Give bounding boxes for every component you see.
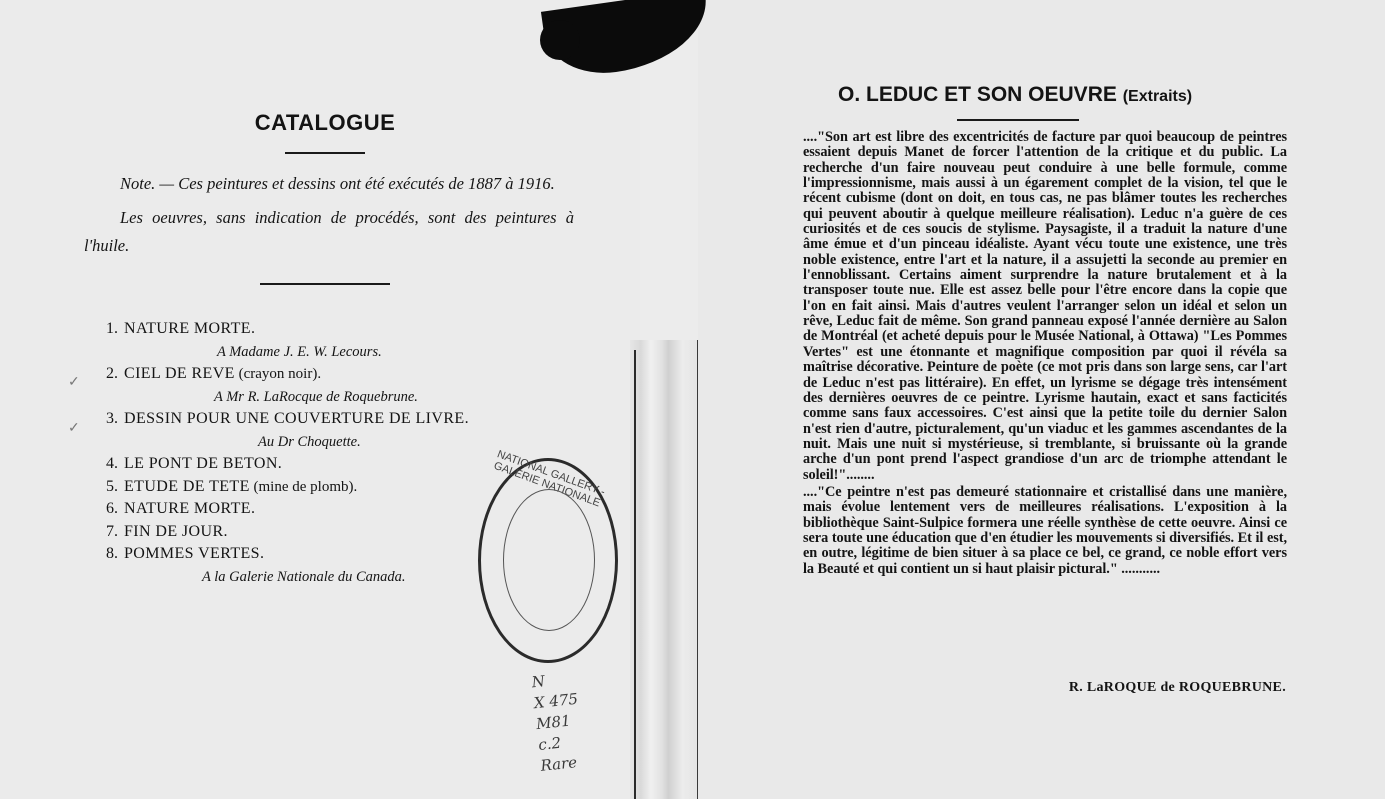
item-owner xyxy=(86,431,566,454)
article-title-main: O. LEDUC ET SON OEUVRE xyxy=(838,83,1117,106)
call-number-line: X 475 xyxy=(533,689,579,713)
item-title: FIN DE JOUR. xyxy=(124,522,228,540)
note-rule xyxy=(260,283,390,285)
pencil-check-mark: ✓ xyxy=(68,421,80,436)
list-item xyxy=(86,363,566,386)
title-rule xyxy=(285,152,365,154)
ink-stain xyxy=(540,20,580,60)
catalogue-title: CATALOGUE xyxy=(254,110,396,135)
item-medium: (crayon noir). xyxy=(234,366,322,382)
right-page xyxy=(698,0,1385,799)
list-item xyxy=(86,318,566,341)
item-number: 2. xyxy=(106,365,118,382)
item-medium: (mine de plomb). xyxy=(249,478,358,495)
item-title: NATURE MORTE. xyxy=(124,320,256,337)
item-number: 4. xyxy=(106,455,118,472)
article-paragraph: ...."Ce peintre n'est pas demeuré stationnaire et cristallisé dans une manière, mais évolue lentement vers de meilleures réalisations. L'exposition à la bibliothèque Saint-Sulpice formera une réelle synthèse de cette oeuvre. Ainsi ce sera toute une éducation que d'en étudier les mouvements si diversifiés. Et il est, en outre, légitime de bien situer à sa place ce bel, ce grand, ce noble effort vers la Beauté et qui contient un si haut plaisir pictural." ........... xyxy=(803,483,1287,577)
article-body xyxy=(803,130,1287,577)
library-stamp xyxy=(478,448,618,663)
owner-text: A la Galerie Nationale du Canada. xyxy=(202,568,406,585)
item-number: 5. xyxy=(106,477,118,495)
note-medium: Les oeuvres, sans indication de procédés, sont des peintures à l'huile. xyxy=(84,208,574,255)
list-item xyxy=(86,408,566,431)
call-number-line: N xyxy=(530,672,546,692)
item-number: 1. xyxy=(106,320,118,337)
article-rule xyxy=(957,119,1079,121)
book-gutter xyxy=(630,340,700,799)
owner-text: A Madame J. E. W. Lecours. xyxy=(217,343,382,360)
stamp-text: NATIONAL GALLERY - GALERIE NATIONALE xyxy=(492,448,607,510)
item-number: 8. xyxy=(106,545,118,562)
item-owner xyxy=(86,341,566,364)
note-dates: Note. — Ces peintures et dessins ont été exécutés de 1887 à 1916. xyxy=(120,174,555,193)
article-title xyxy=(838,83,1318,107)
pencil-check-mark: ✓ xyxy=(68,375,80,390)
handwritten-call-number xyxy=(531,664,622,777)
item-owner xyxy=(86,386,566,409)
item-title: NATURE MORTE. xyxy=(124,500,256,517)
item-number: 6. xyxy=(106,500,118,517)
gutter-edge xyxy=(634,350,636,799)
item-number: 3. xyxy=(106,410,118,427)
article-title-suffix: (Extraits) xyxy=(1122,88,1193,105)
item-title: LE PONT DE BETON. xyxy=(124,455,283,472)
item-number: 7. xyxy=(106,522,118,540)
call-number-line: c.2 xyxy=(537,733,562,755)
article-paragraph: ...."Son art est libre des excentricités de facture par quoi beaucoup de peintres essaient depuis Manet de forcer l'attention de la critique et du public. La recherche d'un faire nouveau peut conduire à une belle formule, comme l'impressionnisme, mais aussi à un égarement complet de la vision, tel que le récent cubisme (dont on doit, en tous cas, ne pas blâmer toutes les recherches qui peuvent aboutir à quelque meilleure réalisation). Leduc n'a guère de ces curiosités et de ces soucis de stylisme. Paysagiste, il a traduit la nature d'une âme émue et d'un pinceau idéaliste. Ayant vécu toute une existence, une très noble existence, entre l'art et la nature, il a assujetti la seconde au premier en l'ennoblissant. Certains aiment surprendre la nature brutalement et à la transposer toute nue. Elle est assez belle pour l'être encore dans la copie que l'on en fait ainsi. Mais d'autres veulent l'arranger selon un idéal et selon un rêve, Leduc fait de même. Son grand panneau exposé l'année dernière au Salon de Montréal (et acheté depuis pour le Musée National, à Ottawa) "Les Pommes Vertes" est une étonnante et magnifique composition par quoi il révéla sa maîtrise décorative. Peinture de poète (ce mot pris dans son large sens, car l'art de Leduc n'est pas littéraire). En effet, un lyrisme se dégage très intensément des dernières oeuvres de ce peintre. Lyrisme hautain, exact et sans facticités comme sans faux accessoires. C'est ainsi que la petite toile du dernier Salon n'est rien d'autre, picturalement, qu'un viaduc et les gammes ascendantes de la nuit. Mais une nuit si mystérieuse, si tremblante, si bruissante où la grande arche d'un pont prend l'aspect grandiose d'un arc de triomphe attendant le soleil!"........ xyxy=(803,129,1287,483)
article-signature: R. LaROQUE de ROQUEBRUNE. xyxy=(1068,680,1286,695)
catalogue-note xyxy=(84,170,574,266)
call-number-line: Rare xyxy=(539,753,578,775)
call-number-line: M81 xyxy=(535,711,572,734)
left-page xyxy=(0,0,640,799)
item-title: ETUDE DE TETE xyxy=(124,477,250,495)
item-title: CIEL DE REVE xyxy=(124,365,235,382)
item-title: DESSIN POUR UNE COUVERTURE DE LIVRE. xyxy=(124,410,469,427)
owner-text: A Mr R. LaRocque de Roquebrune. xyxy=(214,388,418,405)
item-title: POMMES VERTES. xyxy=(124,545,265,562)
owner-text: Au Dr Choquette. xyxy=(258,433,361,450)
stamp-inner-ring xyxy=(503,489,595,631)
